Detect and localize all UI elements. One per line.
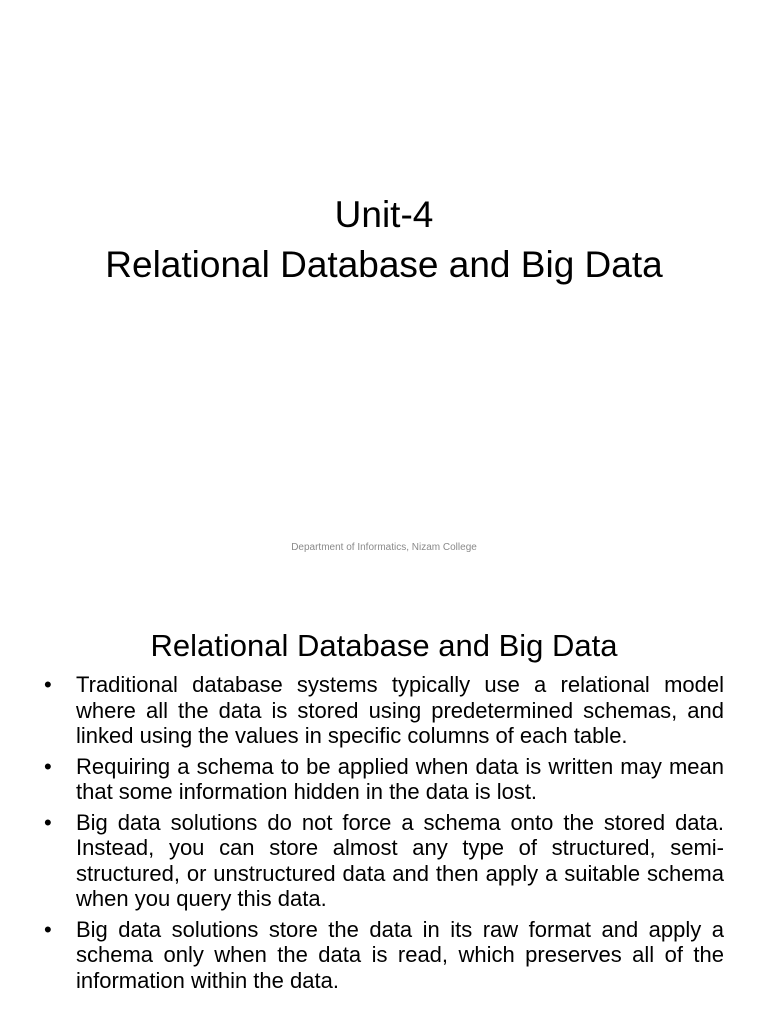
bullet-list	[44, 672, 724, 998]
slide-content-page	[0, 576, 768, 1024]
bullet-text: Requiring a schema to be applied when data is written may mean that some information hidden in the data is lost.	[76, 753, 724, 804]
department-footer: Department of Informatics, Nizam College	[291, 542, 477, 553]
bullet-item	[44, 754, 724, 805]
bullet-text: Big data solutions store the data in its raw format and apply a schema only when the data is read, which preserves all of the information within the data.	[76, 916, 724, 993]
bullet-mark: •	[44, 809, 52, 835]
title-block	[0, 190, 768, 290]
unit-title: Unit-4	[334, 194, 434, 235]
slide-heading: Relational Database and Big Data	[150, 628, 618, 663]
topic-title: Relational Database and Big Data	[105, 244, 663, 285]
bullet-mark: •	[44, 916, 52, 942]
bullet-item	[44, 672, 724, 749]
bullet-item	[44, 917, 724, 994]
bullet-mark: •	[44, 753, 52, 779]
bullet-item	[44, 810, 724, 912]
bullet-mark: •	[44, 672, 52, 697]
bullet-text: Big data solutions do not force a schema onto the stored data. Instead, you can store almost any type of structured, semi-structured, or unstructured data and then apply a suitable schema when you query this data.	[76, 809, 724, 911]
bullet-text: Traditional database systems typically use a relational model where all the data is stored using predetermined schemas, and linked using the values in specific columns of each table.	[76, 672, 724, 748]
